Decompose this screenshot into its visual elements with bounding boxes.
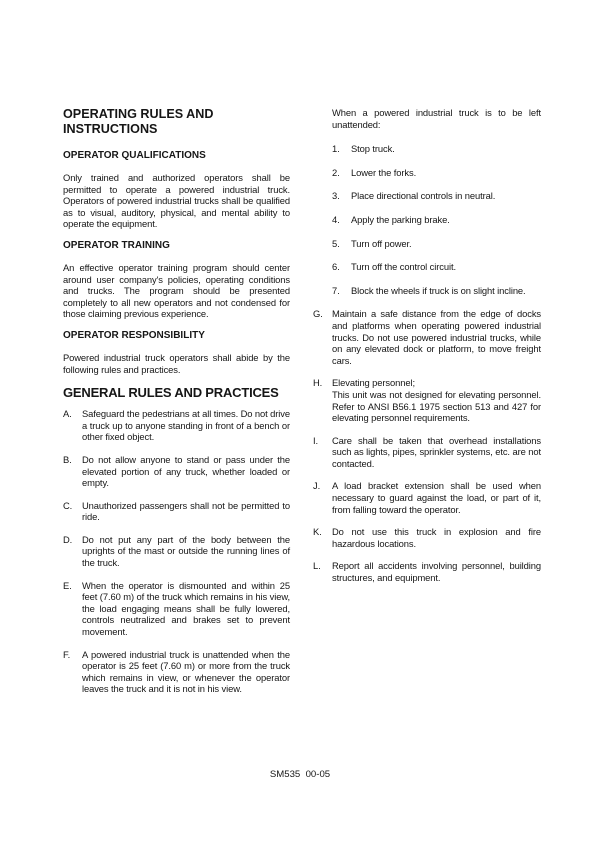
heading-operator-qualifications: OPERATOR QUALIFICATIONS — [63, 150, 206, 161]
rule-item-d — [63, 534, 290, 569]
rule-text: Report all accidents involving personnel, building structures, and equipment. — [332, 560, 541, 584]
step-text: Place directional controls in neutral. — [351, 190, 496, 202]
step-text: Turn off the control circuit. — [351, 261, 456, 273]
rule-label: E. — [63, 579, 72, 591]
rule-label: J. — [313, 480, 321, 492]
step-number: 6. — [332, 261, 340, 273]
step-text: Stop truck. — [351, 143, 395, 155]
step-number: 4. — [332, 213, 340, 225]
rule-text: Do not use this truck in explosion and fire hazardous locations. — [332, 526, 541, 549]
rule-item-b — [63, 454, 290, 489]
rule-text: A powered industrial truck is unattended when the operator is 25 feet (7.60 m) or more from the truck which remains in view, or whenever the operator leaves the truck and it is not in his view. — [82, 648, 290, 695]
rule-text: Unauthorized passengers shall not be permitted to ride. — [82, 499, 290, 523]
right-column — [313, 107, 541, 595]
step-text: Block the wheels if truck is on slight incline. — [351, 284, 526, 296]
rule-label: A. — [63, 408, 72, 420]
rule-item-h — [313, 377, 541, 423]
rule-text: Elevating personnel; This unit was not designed for elevating personnel. Refer to ANSI B56.1 1975 section 513 and 427 for elevating personnel requirements. — [332, 377, 541, 424]
rule-label: L. — [313, 560, 321, 572]
step-item-4 — [332, 214, 541, 226]
unattended-intro: When a powered industrial truck is to be left unattended: — [332, 107, 541, 130]
rule-label: K. — [313, 526, 322, 538]
rule-item-j — [313, 480, 541, 515]
rule-item-k — [313, 526, 541, 549]
step-item-5 — [332, 238, 541, 250]
page-title: OPERATING RULES AND INSTRUCTIONS — [63, 107, 214, 136]
step-item-2 — [332, 167, 541, 179]
step-number: 3. — [332, 190, 340, 202]
rule-label: C. — [63, 499, 73, 511]
rule-item-g — [313, 308, 541, 366]
step-number: 1. — [332, 143, 340, 155]
rule-text: A load bracket extension shall be used when necessary to guard against the load, or part of it, from falling toward the operator. — [332, 480, 541, 515]
rule-item-c — [63, 500, 290, 523]
rule-text: Safeguard the pedestrians at all times. Do not drive a truck up to anyone standing in front of a bench or other fixed object. — [82, 408, 290, 443]
heading-operator-training: OPERATOR TRAINING — [63, 239, 170, 251]
body-operator-qualifications: Only trained and authorized operators shall be permitted to operate a powered industrial truck. Operators of powered industrial trucks shall be qualified as to visual, auditory, physical, and mental ability to operate the equipment. — [63, 172, 290, 230]
step-number: 7. — [332, 284, 340, 296]
rule-text: Do not allow anyone to stand or pass under the elevated portion of any truck, whether loaded or empty. — [82, 453, 290, 489]
step-number: 5. — [332, 237, 340, 249]
rule-label: I. — [313, 434, 319, 446]
rule-label: B. — [63, 453, 72, 465]
page-footer: SM535 00-05 — [269, 769, 331, 780]
rule-item-a — [63, 408, 290, 443]
heading-general-rules: GENERAL RULES AND PRACTICES — [63, 385, 279, 401]
rule-item-i — [313, 435, 541, 470]
step-item-3 — [332, 190, 541, 202]
left-column — [63, 107, 290, 706]
rule-text: Maintain a safe distance from the edge of docks and platforms when operating powered industrial trucks. Do not use powered industrial trucks, while on any elevated dock or platform, to move freight cars. — [332, 308, 541, 366]
heading-operator-responsibility: OPERATOR RESPONSIBILITY — [63, 329, 205, 341]
body-operator-responsibility: Powered industrial truck operators shall abide by the following rules and practices. — [63, 351, 290, 375]
rule-text: Do not put any part of the body between the uprights of the mast or outside the running lines of the truck. — [82, 533, 290, 569]
step-item-1 — [332, 143, 541, 155]
rule-item-e — [63, 580, 290, 638]
rule-text: Care shall be taken that overhead installations such as lights, pipes, sprinkler systems, etc. are not contacted. — [332, 434, 541, 469]
body-operator-training: An effective operator training program should center around user company's policies, operating conditions and trucks. The program should be presented completely to all new operators and not condensed for those claiming previous experience. — [63, 261, 290, 320]
rule-label: G. — [313, 308, 323, 320]
step-item-7 — [332, 285, 541, 297]
step-text: Turn off power. — [351, 237, 412, 249]
rule-item-f — [63, 649, 290, 695]
rule-item-l — [313, 560, 541, 583]
step-item-6 — [332, 261, 541, 273]
rule-label: H. — [313, 377, 323, 389]
rule-label: F. — [63, 648, 71, 660]
rule-label: D. — [63, 533, 73, 545]
step-number: 2. — [332, 166, 340, 178]
step-text: Apply the parking brake. — [351, 213, 450, 225]
rule-text: When the operator is dismounted and within 25 feet (7.60 m) of the truck which remains in his view, the load engaging means shall be fully lowered, controls neutralized and brakes set to prevent movement. — [82, 579, 290, 638]
step-text: Lower the forks. — [351, 166, 417, 178]
